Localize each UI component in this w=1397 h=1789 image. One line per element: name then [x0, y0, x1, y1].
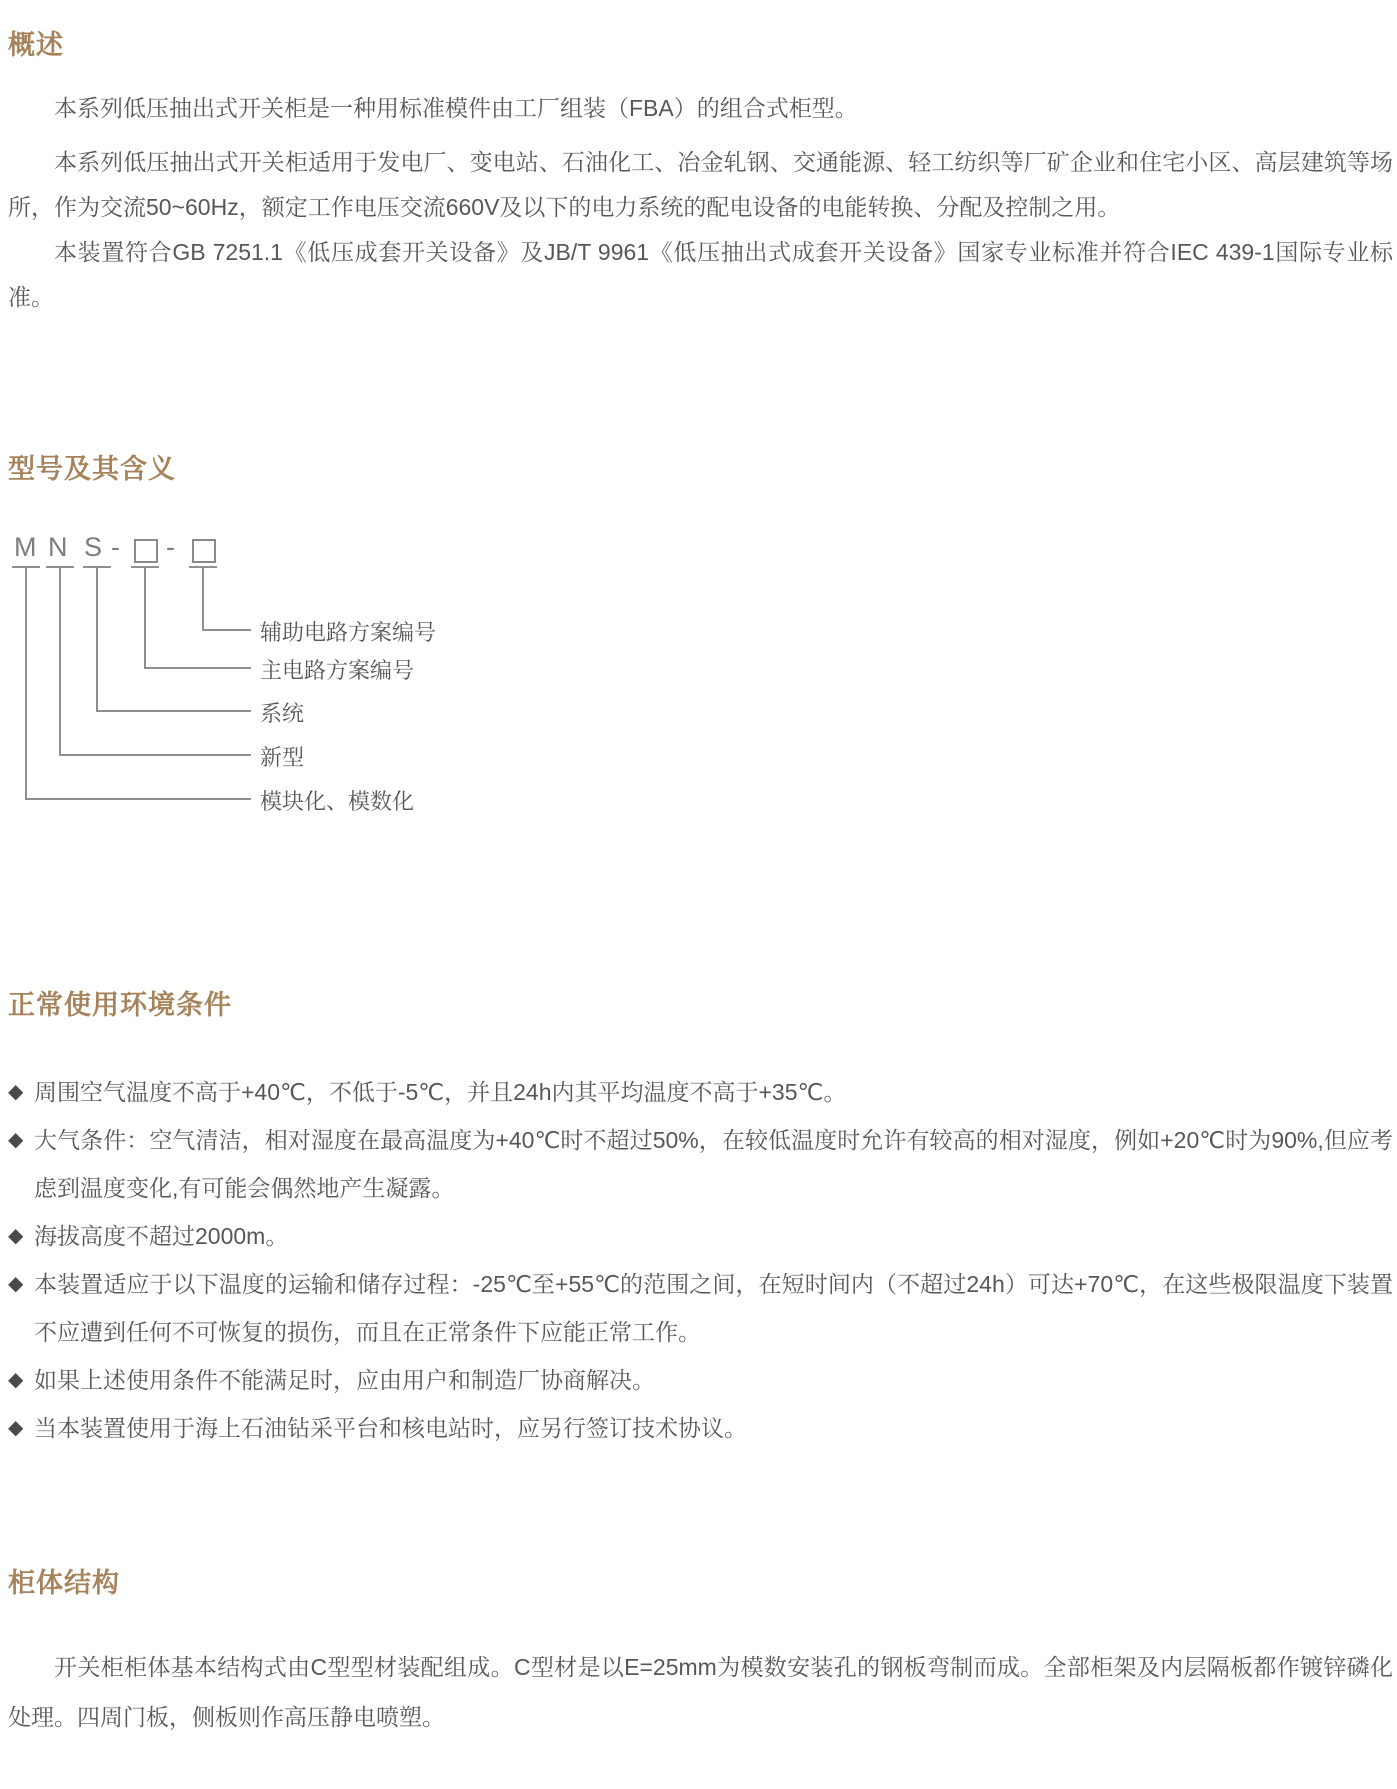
bullet-text: 当本装置使用于海上石油钻采平台和核电站时，应另行签订技术协议。 — [34, 1415, 747, 1441]
connector-vline-n — [59, 568, 61, 756]
diamond-bullet-icon: ◆ — [8, 1129, 24, 1151]
bullet-text: 本装置适应于以下温度的运输和储存过程：-25℃至+55℃的范围之间，在短时间内（不超过24h）可达+70℃，在这些极限温度下装置不应遭到任何不可恢复的损伤，而且在正常条件下应能正常工作。 — [34, 1271, 1393, 1345]
model-hyphen-2: - — [166, 532, 175, 562]
diamond-bullet-icon: ◆ — [8, 1225, 24, 1247]
connector-hline-box2 — [202, 629, 251, 631]
model-letter-n: N — [48, 532, 68, 562]
model-label-new-type: 新型 — [260, 745, 305, 770]
bullet-item — [8, 1212, 1393, 1260]
section-title-structure: 柜体结构 — [8, 1568, 120, 1598]
model-letter-s: S — [84, 532, 103, 562]
connector-vline-s — [96, 568, 98, 712]
bullet-text: 周围空气温度不高于+40℃，不低于-5℃，并且24h内其平均温度不高于+35℃。 — [34, 1079, 847, 1105]
environment-bullet-list — [8, 1068, 1393, 1452]
model-code-diagram — [8, 530, 1388, 830]
model-label-aux-circuit: 辅助电路方案编号 — [260, 620, 437, 645]
connector-hline-box1 — [144, 667, 251, 669]
connector-hline-n — [59, 754, 251, 756]
structure-paragraph-1: 开关柜柜体基本结构式由C型型材装配组成。C型材是以E=25mm为模数安装孔的钢板弯制而成。全部柜架及内层隔板都作镀锌磷化处理。四周门板，侧板则作高压静电喷塑。 — [8, 1654, 1393, 1730]
section-title-environment: 正常使用环境条件 — [8, 990, 232, 1020]
bullet-item — [8, 1116, 1393, 1212]
overview-paragraph-1: 本系列低压抽出式开关柜是一种用标准模件由工厂组装（FBA）的组合式柜型。 — [54, 95, 858, 121]
connector-vline-box2 — [202, 568, 204, 631]
diamond-bullet-icon: ◆ — [8, 1081, 24, 1103]
bullet-item — [8, 1404, 1393, 1452]
overview-paragraph-3: 本装置符合GB 7251.1《低压成套开关设备》及JB/T 9961《低压抽出式成套开关设备》国家专业标准并符合IEC 439-1国际专业标准。 — [8, 239, 1393, 310]
model-placeholder-box-1 — [134, 539, 158, 563]
bullet-item — [8, 1260, 1393, 1356]
model-label-system: 系统 — [260, 701, 305, 726]
diamond-bullet-icon: ◆ — [8, 1417, 24, 1439]
model-placeholder-box-2 — [192, 539, 216, 563]
section-title-overview: 概述 — [8, 30, 64, 60]
diamond-bullet-icon: ◆ — [8, 1369, 24, 1391]
bullet-text: 海拔高度不超过2000m。 — [34, 1223, 289, 1249]
model-label-main-circuit: 主电路方案编号 — [260, 658, 415, 683]
connector-hline-s — [96, 710, 251, 712]
model-label-modular: 模块化、模数化 — [260, 789, 415, 814]
model-letter-m: M — [14, 532, 37, 562]
model-hyphen-1: - — [111, 532, 120, 562]
section-title-model: 型号及其含义 — [8, 454, 176, 484]
bullet-item — [8, 1356, 1393, 1404]
bullet-text: 如果上述使用条件不能满足时，应由用户和制造厂协商解决。 — [34, 1367, 655, 1393]
diamond-bullet-icon: ◆ — [8, 1273, 24, 1295]
bullet-item — [8, 1068, 1393, 1116]
overview-paragraph-2: 本系列低压抽出式开关柜适用于发电厂、变电站、石油化工、冶金轧钢、交通能源、轻工纺织等厂矿企业和住宅小区、高层建筑等场所，作为交流50~60Hz，额定工作电压交流660V及以下的电力系统的配电设备的电能转换、分配及控制之用。 — [8, 149, 1393, 220]
bullet-text: 大气条件：空气清洁，相对湿度在最高温度为+40℃时不超过50%，在较低温度时允许有较高的相对湿度，例如+20℃时为90%,但应考虑到温度变化,有可能会偶然地产生凝露。 — [34, 1127, 1393, 1201]
connector-vline-box1 — [144, 568, 146, 669]
connector-hline-m — [25, 798, 251, 800]
connector-vline-m — [25, 568, 27, 800]
